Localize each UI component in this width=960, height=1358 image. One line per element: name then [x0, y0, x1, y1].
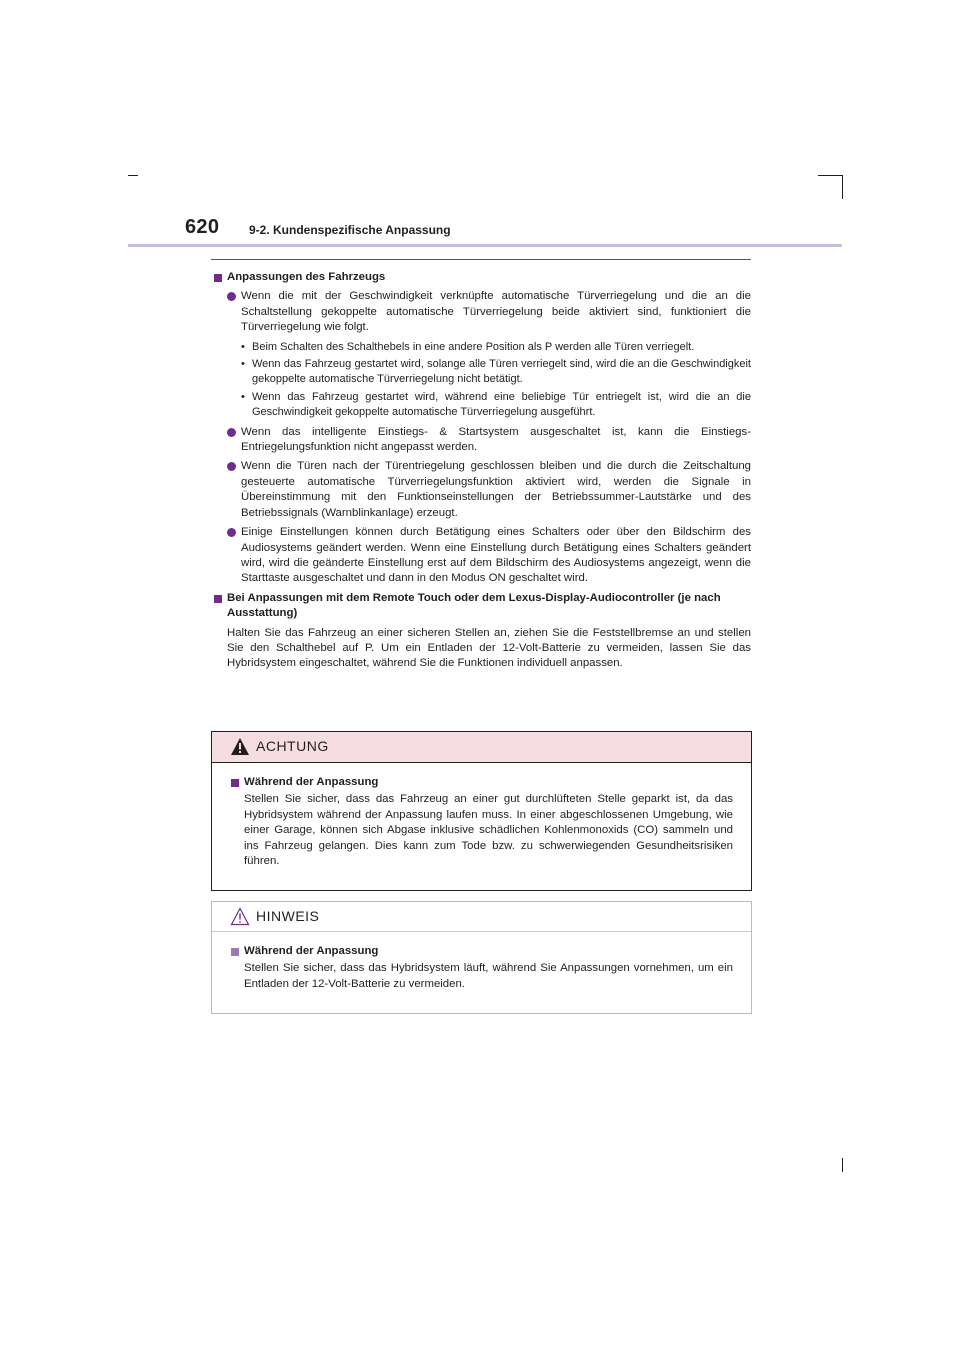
header-rule — [128, 244, 842, 247]
warning-triangle-outline-icon — [230, 907, 250, 926]
crop-mark — [842, 175, 843, 199]
square-bullet-icon — [231, 948, 239, 956]
caution-header — [212, 732, 751, 763]
sub-item: • Wenn das Fahrzeug gestartet wird, während eine beliebige Tür entriegelt ist, wird die an die Geschwindigkeit gekoppelte automatische Türverriegelung ausgeführt. — [241, 390, 751, 419]
content-divider — [211, 259, 751, 260]
caution-text: Stellen Sie sicher, dass das Fahrzeug an einer gut durchlüfteten Stelle geparkt ist, da das Hybridsystem während der Anpassung laufen muss. In einer abgeschlossenen Umgebung, wie einer Garage, können sich Abgase inklusive schädlichen Kohlenmonoxids (CO) sammeln und ins Fahrzeug gelangen. Dies kann zum Tode bzw. zu schwerwiegenden Gesundheitsrisiken führen. — [244, 793, 733, 868]
notice-body — [212, 932, 751, 992]
round-bullet-icon — [227, 292, 236, 301]
caution-body — [212, 763, 751, 869]
bullet-item: Einige Einstellungen können durch Betätigung eines Schalters oder über den Bildschirm des Audiosystems geändert werden. Wenn eine Einstellung durch Betätigung eines Schalters geändert wird, wird die geänderte Einstellung erst auf dem Bildschirm des Audiosystems angezeigt, wenn die Starttaste ausgeschaltet und dann in den Modus ON geschaltet wird. — [211, 525, 751, 587]
dot-marker-icon: • — [241, 340, 245, 353]
section-heading: Anpassungen des Fahrzeugs — [211, 270, 751, 285]
sub-item: • Wenn das Fahrzeug gestartet wird, solange alle Türen verriegelt sind, wird die an die Geschwindigkeit gekoppelte automatische Türverriegelung nicht betätigt. — [241, 358, 751, 386]
notice-subtitle: Während der Anpassung — [228, 944, 733, 959]
crop-mark — [842, 1158, 843, 1172]
caution-box — [211, 731, 752, 891]
bullet-item: Wenn das intelligente Einstiegs- & Startsystem ausgeschaltet ist, kann die Einstiegs-Entriegelungsfunktion nicht angepasst werden. — [211, 425, 751, 456]
bullet-item: Wenn die Türen nach der Türentriegelung geschlossen bleiben und die durch die Zeitschaltung gesteuerte automatische Türverriegelungsfunktion aktiviert wird, werden die Signale in Übereinstimmung mit den Funktionseinstellungen der Betriebssummer-Lautstärke und des Betriebssignals (Warnblinkanlage) erzeugt. — [211, 459, 751, 521]
section-title: 9-2. Kundenspezifische Anpassung — [249, 223, 451, 237]
crop-mark — [818, 175, 842, 176]
section-heading: Bei Anpassungen mit dem Remote Touch oder dem Lexus-Display-Audiocontroller (je nach Ausstattung) — [211, 591, 751, 622]
round-bullet-icon — [227, 528, 236, 537]
round-bullet-icon — [227, 462, 236, 471]
notice-text: Stellen Sie sicher, dass das Hybridsystem läuft, während Sie Anpassungen vornehmen, um ein Entladen der 12-Volt-Batterie zu vermeiden. — [244, 962, 733, 990]
warning-triangle-icon — [230, 737, 250, 756]
bullet-item: Wenn die mit der Geschwindigkeit verknüpfte automatische Türverriegelung und die an die Schaltstellung gekoppelte automatische Türverriegelung beide aktiviert sind, funktioniert die Türverriegelung wie folgt. — [211, 289, 751, 335]
page-number: 620 — [185, 216, 220, 238]
caution-subtitle: Während der Anpassung — [228, 775, 733, 790]
square-bullet-icon — [214, 595, 222, 603]
notice-box — [211, 901, 752, 1014]
paragraph: Halten Sie das Fahrzeug an einer sicheren Stellen an, ziehen Sie die Feststellbremse an und stellen Sie den Schalthebel auf P. Um ein Entladen der 12-Volt-Batterie zu vermeiden, lassen Sie das Hybridsystem eingeschaltet, während Sie die Funktionen individuell anpassen. — [227, 626, 751, 670]
notice-header — [212, 902, 751, 932]
caution-label: ACHTUNG — [256, 738, 329, 754]
crop-mark — [128, 175, 138, 176]
dot-marker-icon: • — [241, 358, 245, 371]
main-content — [211, 270, 751, 676]
sub-item: • Beim Schalten des Schalthebels in eine andere Position als P werden alle Türen verriegelt. — [211, 340, 751, 355]
square-bullet-icon — [214, 274, 222, 282]
square-bullet-icon — [231, 779, 239, 787]
dot-marker-icon: • — [241, 390, 245, 403]
round-bullet-icon — [227, 428, 236, 437]
notice-label: HINWEIS — [256, 908, 320, 924]
